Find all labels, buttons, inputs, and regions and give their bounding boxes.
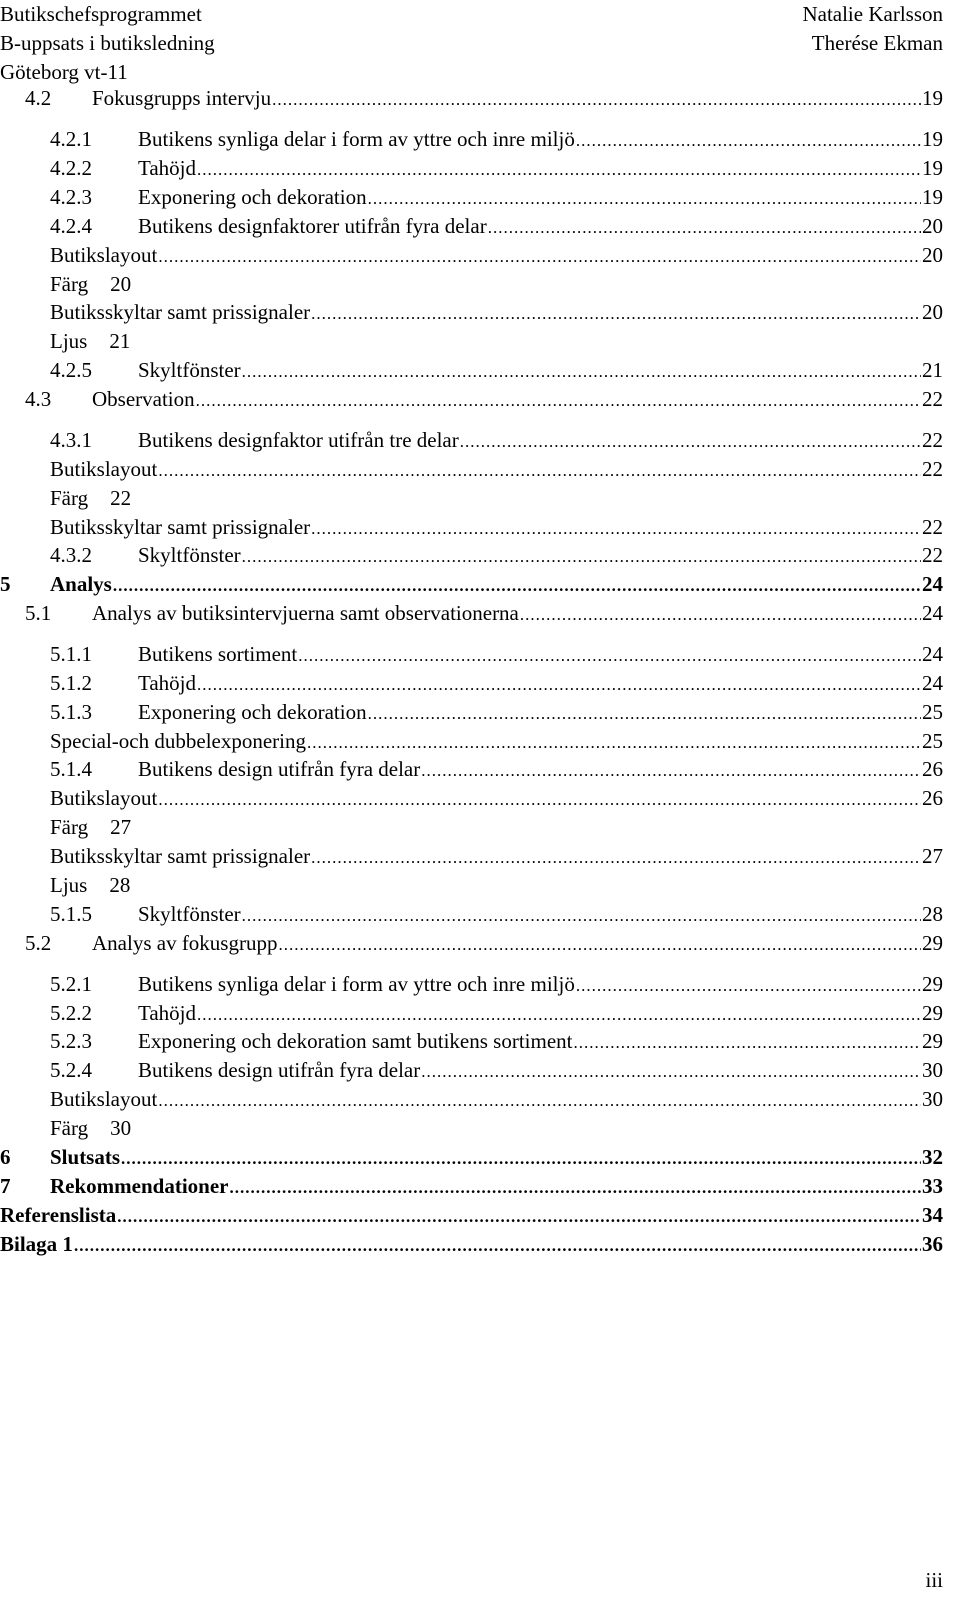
toc-entry-title: Tahöjd xyxy=(138,1001,197,1025)
toc-entry-number: 4.2.2 xyxy=(50,156,92,180)
toc-entry xyxy=(50,125,943,153)
toc-entry xyxy=(25,929,943,957)
dot-leader xyxy=(368,185,921,213)
toc-entry xyxy=(50,183,943,211)
dot-leader xyxy=(117,1203,921,1231)
toc-entry-number: 5.2.2 xyxy=(50,1001,92,1025)
toc-entry xyxy=(50,484,943,512)
toc-entry-number: 5.2.4 xyxy=(50,1058,92,1082)
toc-entry-title: Bilaga 1 xyxy=(0,1232,73,1256)
toc-entry-title: Referenslista xyxy=(0,1203,117,1227)
dot-leader xyxy=(197,671,921,699)
toc-entry-title: Exponering och dekoration xyxy=(138,185,367,209)
dot-leader xyxy=(298,642,921,670)
page-number: iii xyxy=(925,1568,943,1592)
dot-leader xyxy=(311,844,921,872)
toc-entry-title: Exponering och dekoration samt butikens sortiment xyxy=(138,1029,573,1053)
dot-leader xyxy=(576,972,921,1000)
dot-leader xyxy=(196,387,921,415)
toc-entry-title: Analys av fokusgrupp xyxy=(92,931,278,955)
toc-entry-page: 19 xyxy=(922,127,943,151)
toc-entry-title: Ljus xyxy=(50,329,88,353)
toc-entry xyxy=(50,970,943,998)
toc-entry xyxy=(50,669,943,697)
toc-entry-number: 4.3.2 xyxy=(50,543,92,567)
toc-entry xyxy=(50,455,943,483)
toc-entry-page: 19 xyxy=(922,86,943,110)
toc-entry-title: Analys xyxy=(50,572,112,596)
toc-entry-page: 29 xyxy=(922,972,943,996)
toc-entry xyxy=(50,698,943,726)
toc-entry xyxy=(50,513,943,541)
dot-leader xyxy=(74,1232,921,1260)
toc-entry-title: Slutsats xyxy=(50,1145,121,1169)
toc-entry xyxy=(50,426,943,454)
toc-entry xyxy=(0,1143,943,1171)
toc-entry-page: 19 xyxy=(922,185,943,209)
dot-leader xyxy=(158,457,921,485)
toc-entry-title: Färg xyxy=(50,1116,89,1140)
toc-entry xyxy=(0,1230,943,1258)
dot-leader xyxy=(229,1174,921,1202)
toc-entry-title: Ljus xyxy=(50,873,88,897)
toc-entry xyxy=(50,999,943,1027)
toc-entry-title: Butiksskyltar samt prissignaler xyxy=(50,515,311,539)
dot-leader xyxy=(272,86,921,114)
toc-entry-page: 24 xyxy=(922,572,943,596)
toc-entry-number: 4.3 xyxy=(25,387,52,411)
toc-entry xyxy=(50,327,943,355)
toc-entry-page: 20 xyxy=(110,272,132,296)
toc-entry xyxy=(25,385,943,413)
toc-entry-title: Butikslayout xyxy=(50,243,158,267)
toc-entry-title: Fokusgrupps intervju xyxy=(92,86,272,110)
toc-entry-title: Butikens designfaktor utifrån tre delar xyxy=(138,428,459,452)
dot-leader xyxy=(488,214,921,242)
toc-entry-page: 21 xyxy=(922,358,943,382)
toc-entry-title: Special-och dubbelexponering xyxy=(50,729,306,753)
toc-entry xyxy=(0,570,943,598)
toc-entry-title: Observation xyxy=(92,387,195,411)
toc-entry-number: 5.2.1 xyxy=(50,972,92,996)
toc-entry xyxy=(50,1056,943,1084)
toc-entry-page: 28 xyxy=(109,873,131,897)
toc-entry xyxy=(50,813,943,841)
toc-entry-title: Färg xyxy=(50,486,89,510)
toc-entry xyxy=(50,842,943,870)
toc-entry xyxy=(50,154,943,182)
toc-entry-number: 5.2 xyxy=(25,931,52,955)
toc-entry-page: 33 xyxy=(922,1174,943,1198)
toc-entry-page: 22 xyxy=(922,515,943,539)
dot-leader xyxy=(197,1001,921,1029)
toc-entry-title: Färg xyxy=(50,272,89,296)
toc-entry-title: Tahöjd xyxy=(138,671,197,695)
toc-entry-page: 28 xyxy=(922,902,943,926)
dot-leader xyxy=(158,243,921,271)
dot-leader xyxy=(311,515,921,543)
dot-leader xyxy=(197,156,921,184)
toc-entry xyxy=(50,270,943,298)
toc-entry-title: Butikslayout xyxy=(50,786,158,810)
toc-entry-title: Butikens synliga delar i form av yttre och inre miljö xyxy=(138,972,575,996)
toc-entry-title: Skyltfönster xyxy=(138,902,241,926)
dot-leader xyxy=(576,127,921,155)
toc-entry-number: 5.1.2 xyxy=(50,671,92,695)
toc-entry-number: 7 xyxy=(0,1174,11,1198)
header-program: Butikschefsprogrammet xyxy=(0,2,202,26)
toc-entry-number: 4.2.5 xyxy=(50,358,92,382)
toc-entry-number: 5.1 xyxy=(25,601,52,625)
toc-entry-page: 25 xyxy=(922,729,943,753)
toc-entry-page: 27 xyxy=(922,844,943,868)
dot-leader xyxy=(421,1058,921,1086)
toc-entry-title: Färg xyxy=(50,815,89,839)
toc-entry xyxy=(50,241,943,269)
toc-entry xyxy=(25,84,943,112)
toc-entry-page: 22 xyxy=(922,387,943,411)
toc-entry xyxy=(50,1027,943,1055)
toc-entry-page: 30 xyxy=(922,1058,943,1082)
dot-leader xyxy=(460,428,921,456)
dot-leader xyxy=(574,1029,922,1057)
toc-entry xyxy=(50,871,943,899)
toc-entry-page: 22 xyxy=(110,486,132,510)
toc-entry-title: Butiksskyltar samt prissignaler xyxy=(50,300,311,324)
toc-entry-number: 5.1.1 xyxy=(50,642,92,666)
header-place-term: Göteborg vt-11 xyxy=(0,60,128,84)
toc-entry-page: 32 xyxy=(922,1145,943,1169)
toc-entry-page: 34 xyxy=(922,1203,943,1227)
dot-leader xyxy=(158,1087,921,1115)
toc-entry-page: 29 xyxy=(922,931,943,955)
dot-leader xyxy=(113,572,921,600)
toc-entry-title: Butikslayout xyxy=(50,457,158,481)
toc-entry-title: Tahöjd xyxy=(138,156,197,180)
toc-entry-page: 20 xyxy=(922,300,943,324)
toc-entry-page: 36 xyxy=(922,1232,943,1256)
dot-leader xyxy=(158,786,921,814)
dot-leader xyxy=(368,700,921,728)
toc-entry-title: Skyltfönster xyxy=(138,358,241,382)
toc-entry-number: 5.1.5 xyxy=(50,902,92,926)
toc-entry xyxy=(50,298,943,326)
header-author-2: Therése Ekman xyxy=(811,31,943,55)
dot-leader xyxy=(242,358,921,386)
header-course: B-uppsats i butiksledning xyxy=(0,31,215,55)
dot-leader xyxy=(121,1145,921,1173)
toc-entry-title: Butikens synliga delar i form av yttre och inre miljö xyxy=(138,127,575,151)
toc-entry-page: 26 xyxy=(922,786,943,810)
toc-entry xyxy=(0,1201,943,1229)
toc-entry-number: 4.2.4 xyxy=(50,214,92,238)
toc-entry-page: 26 xyxy=(922,757,943,781)
toc-entry-page: 25 xyxy=(922,700,943,724)
toc-entry xyxy=(50,1085,943,1113)
toc-entry xyxy=(50,1114,943,1142)
toc-entry xyxy=(50,755,943,783)
dot-leader xyxy=(421,757,921,785)
toc-entry xyxy=(25,599,943,627)
toc-entry-title: Butikens designfaktorer utifrån fyra delar xyxy=(138,214,487,238)
toc-entry-title: Analys av butiksintervjuerna samt observationerna xyxy=(92,601,519,625)
toc-entry-number: 4.2 xyxy=(25,86,52,110)
toc-entry-number: 4.2.1 xyxy=(50,127,92,151)
toc-entry-number: 5 xyxy=(0,572,11,596)
toc-entry xyxy=(50,900,943,928)
toc-entry-page: 24 xyxy=(922,601,943,625)
toc-entry-page: 22 xyxy=(922,457,943,481)
toc-entry-page: 24 xyxy=(922,642,943,666)
toc-entry xyxy=(50,640,943,668)
toc-entry xyxy=(50,212,943,240)
toc-entry-page: 29 xyxy=(922,1029,943,1053)
toc-entry xyxy=(50,727,943,755)
toc-entry-title: Exponering och dekoration xyxy=(138,700,367,724)
toc-entry-title: Butikens design utifrån fyra delar xyxy=(138,757,421,781)
dot-leader xyxy=(307,729,921,757)
toc-entry-page: 29 xyxy=(922,1001,943,1025)
toc-entry-page: 27 xyxy=(110,815,132,839)
dot-leader xyxy=(242,902,921,930)
toc-entry xyxy=(0,1172,943,1200)
toc-entry-title: Butikens design utifrån fyra delar xyxy=(138,1058,421,1082)
toc-entry-title: Butikslayout xyxy=(50,1087,158,1111)
toc-entry-title: Skyltfönster xyxy=(138,543,241,567)
dot-leader xyxy=(278,931,921,959)
toc-entry-page: 22 xyxy=(922,543,943,567)
dot-leader xyxy=(311,300,921,328)
toc-entry-page: 21 xyxy=(109,329,131,353)
toc-entry-page: 20 xyxy=(922,214,943,238)
toc-entry-page: 30 xyxy=(922,1087,943,1111)
toc-entry-number: 5.1.4 xyxy=(50,757,92,781)
toc-entry-title: Butikens sortiment xyxy=(138,642,298,666)
toc-entry-title: Rekommendationer xyxy=(50,1174,229,1198)
toc-entry-number: 4.2.3 xyxy=(50,185,92,209)
dot-leader xyxy=(520,601,921,629)
toc-entry xyxy=(50,541,943,569)
dot-leader xyxy=(242,543,921,571)
toc-entry-title: Butiksskyltar samt prissignaler xyxy=(50,844,311,868)
toc-entry-page: 19 xyxy=(922,156,943,180)
header-author-1: Natalie Karlsson xyxy=(802,2,943,26)
toc-entry-page: 30 xyxy=(110,1116,132,1140)
toc-entry-number: 5.2.3 xyxy=(50,1029,92,1053)
toc-entry-page: 20 xyxy=(922,243,943,267)
toc-entry xyxy=(50,784,943,812)
toc-entry xyxy=(50,356,943,384)
toc-entry-page: 24 xyxy=(922,671,943,695)
toc-entry-number: 4.3.1 xyxy=(50,428,92,452)
toc-entry-number: 6 xyxy=(0,1145,11,1169)
toc-entry-page: 22 xyxy=(922,428,943,452)
toc-entry-number: 5.1.3 xyxy=(50,700,92,724)
